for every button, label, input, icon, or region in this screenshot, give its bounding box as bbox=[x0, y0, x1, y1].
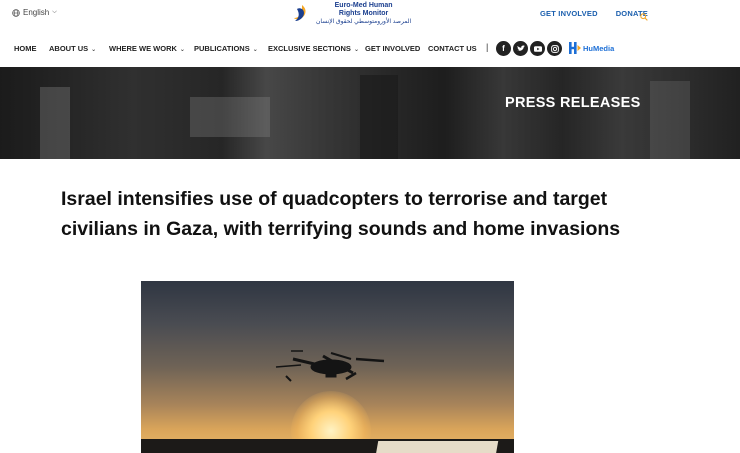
nav-home[interactable] bbox=[14, 44, 37, 53]
facebook-icon: f bbox=[502, 44, 505, 53]
nav-exclusive-sections[interactable] bbox=[268, 44, 359, 53]
article-image bbox=[141, 281, 514, 453]
nav-contact-us[interactable] bbox=[428, 44, 477, 53]
chevron-down-icon: ⌄ bbox=[353, 47, 359, 53]
chevron-down-icon: ⌄ bbox=[252, 47, 258, 53]
search-button[interactable] bbox=[640, 8, 648, 26]
logo-line-2: Rights Monitor bbox=[338, 10, 389, 17]
top-bar bbox=[0, 0, 740, 30]
chevron-down-icon: ⌄ bbox=[91, 47, 97, 53]
nav-home-label: HOME bbox=[14, 44, 37, 53]
humedia-label: HuMedia bbox=[583, 43, 615, 53]
nav-where-we-work-label: WHERE WE WORK bbox=[109, 44, 177, 53]
facebook-button[interactable] bbox=[496, 41, 511, 56]
site-logo[interactable] bbox=[291, 2, 411, 26]
twitter-button[interactable] bbox=[513, 41, 528, 56]
language-label: English bbox=[23, 8, 50, 17]
nav-exclusive-sections-label: EXCLUSIVE SECTIONS bbox=[268, 44, 351, 53]
hero-overlay bbox=[0, 67, 740, 159]
nav-get-involved[interactable] bbox=[365, 44, 420, 53]
get-involved-link[interactable]: GET INVOLVED bbox=[540, 9, 598, 18]
nav-separator: | bbox=[486, 42, 489, 52]
nav-where-we-work[interactable] bbox=[109, 44, 185, 53]
humedia-link[interactable] bbox=[568, 41, 614, 55]
youtube-icon bbox=[534, 46, 542, 52]
drone-icon bbox=[141, 281, 514, 453]
top-links bbox=[540, 9, 648, 18]
nav-about-us-label: ABOUT US bbox=[49, 44, 89, 53]
page-title: PRESS RELEASES bbox=[505, 95, 641, 111]
instagram-icon bbox=[551, 45, 559, 53]
humedia-logo-icon bbox=[568, 41, 582, 55]
nav-contact-us-label: CONTACT US bbox=[428, 44, 477, 53]
youtube-button[interactable] bbox=[530, 41, 545, 56]
tent-silhouette bbox=[376, 441, 498, 453]
nav-publications[interactable] bbox=[194, 44, 258, 53]
chevron-down-icon: ⌄ bbox=[179, 47, 185, 53]
logo-arabic: المرصد الأورومتوسطي لحقوق الإنسان bbox=[316, 19, 412, 25]
language-selector[interactable] bbox=[12, 8, 57, 17]
logo-line-1: Euro-Med Human bbox=[334, 2, 393, 9]
search-icon bbox=[640, 13, 648, 21]
logo-mark-icon bbox=[291, 3, 313, 25]
nav-get-involved-label: GET INVOLVED bbox=[365, 44, 421, 53]
hero-banner bbox=[0, 67, 740, 159]
article-headline: Israel intensifies use of quadcopters to terrorise and target civilians in Gaza, with terrifying sounds and home invasions bbox=[61, 188, 621, 240]
instagram-button[interactable] bbox=[547, 41, 562, 56]
twitter-icon bbox=[517, 45, 525, 52]
donate-link[interactable]: DONATE bbox=[615, 9, 648, 18]
chevron-down-icon: ⌵ bbox=[52, 9, 57, 15]
main-nav bbox=[0, 38, 740, 60]
nav-publications-label: PUBLICATIONS bbox=[194, 44, 250, 53]
nav-about-us[interactable] bbox=[49, 44, 96, 53]
globe-icon bbox=[12, 9, 20, 17]
